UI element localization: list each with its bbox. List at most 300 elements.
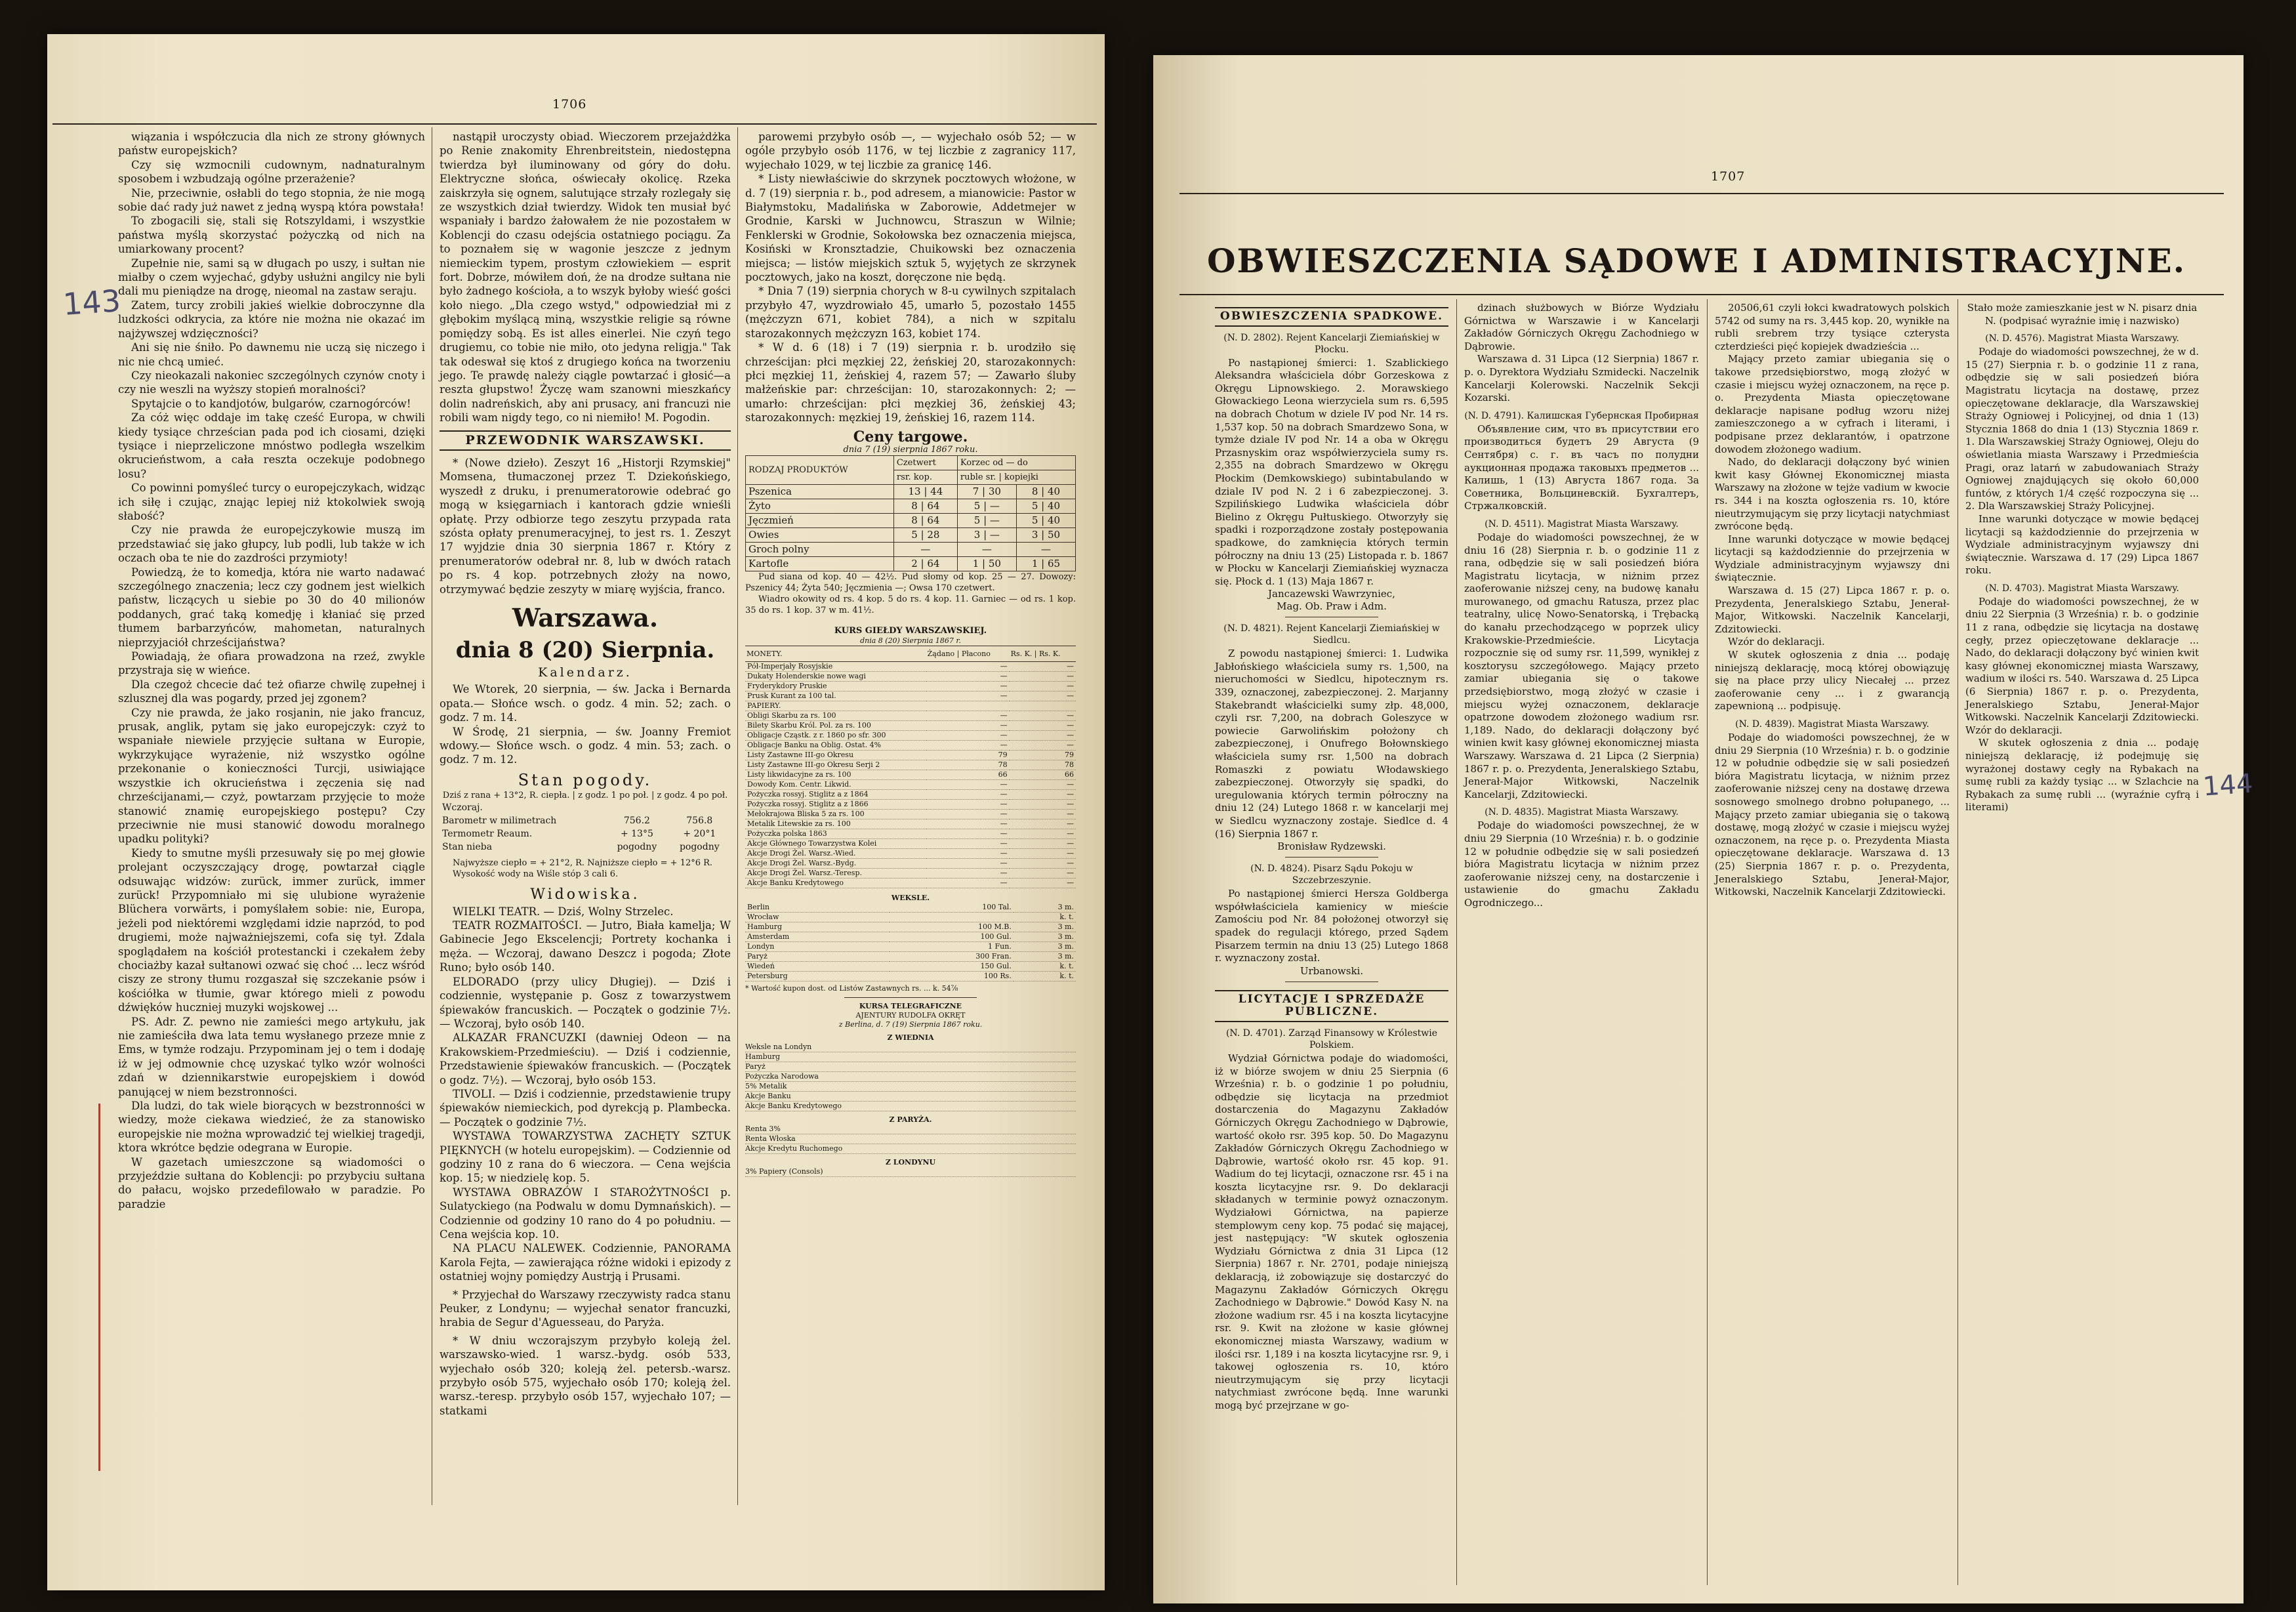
headline-rule xyxy=(1179,294,2224,295)
article-paragraph: Czy się wzmocnili cudownym, nadnaturalnym sposobem i wzbudzają ogólne przerażenie? xyxy=(118,158,425,186)
article-paragraph: Za cóż więc oddaje im takę cześć Europa, w chwili kiedy tysiące chrześcian pada pod ich ciosami, dzięki tysiące i nieprzeliczone mnóstwo podległa wszelkim okrucieństwom, a cała reszta oczekuje podobnego losu? xyxy=(118,411,425,480)
bills-row-cell: 3 m. xyxy=(1014,922,1076,932)
guide-paragraph: * (Nowe dzieło). Zeszyt 16 „Historji Rzymskiej" Momsena, tłumaczonej przez T. Dziekońskiego, wyszedł z druku, i prenumeratorowie odebrać go mogą w księgarniach i kantorach gdzie wnieśli opłatę. Przy odbiorze tego zeszytu przypada rata szósta opłaty prenumeracyjnej, to jest rs. 1. Zeszyt 17 wyjdzie dnia 30 sierpnia 1867 r. Który z prenumeratorów odebrał nr. 8, lub w dwóch ratach po rs. 4 kop. potrzebnych złoży na nowo, otrzymywać będzie zeszyty w miarę wyjścia, franco. xyxy=(440,456,731,596)
notice-heading: (N. D. 4576). Magistrat Miasta Warszawy. xyxy=(1985,333,2179,344)
exchange-row-cell: — xyxy=(1010,810,1076,819)
weather-date: Dziś z rana + 13°2, R. ciepła. | z godz. 1 po poł. | z godz. 4 po poł. xyxy=(442,791,728,801)
notices-column-3 xyxy=(1715,302,1950,1588)
notice-body: dzinach służbowych w Biórze Wydziału Górnictwa w Warszawie i w Kancelarji Zakładów Górniczych Okręgu Zachodniego w Dąbrowie. xyxy=(1464,302,1699,352)
exchange-col-ask: Żądano | Płacono xyxy=(926,646,1010,661)
prices-cell: 5 | 40 xyxy=(1016,513,1075,527)
notice-body: Wydział Górnictwa podaje do wiadomości, iż w biórze swojem w dniu 25 Sierpnia (6 Września) r. b. o godzinie 1 po południu, odbędzie się licytacja na przedmiot dostarczenia do Magazynu Zakładów Górniczych Okręgu Zachodniego w Dąbrowie, wartość około rsr. 395 kop. 50. Do Magazynu Zakładów Górniczych Okręgu Zachodniego w Dąbrowie, wartość około rsr. 45 kop. 91. Wadium do tej licytacji, oznaczone rsr. 45 i na koszta licytacyjne rsr. 9. Do deklaracji składanych w terminie powyż oznaczonym. Wydziałowi Górnictwa, na papierze stemplowym ceny kop. 75 podać się mającej, jest następujący: "W skutek ogłoszenia Wydziału Górnictwa z dnia 31 Lipca (12 Sierpnia) 1867 r. Nr. 2701, podaje niniejszą deklaracją, iż zobowiązuje się dostarczyć do Magazynu Zakładów Górniczych Okręgu Zachodniego w Dąbrowie." Dowód Kasy N. na złożone wadium rsr. 45 i na koszta licytacyjne rsr. 9. Kwit na złożone w kasie głównej ekonomicznej miasta Warszawy, wadium w ilości rsr. 1,189 i na koszta licytacyjne rsr. 9, i takowej ogłoszenia rs. 10, któro nieutrzymującym się przy licytacji natychmiast zwrócone będą. Inne warunki mogą być przejrzane w go- xyxy=(1215,1052,1448,1411)
prices-cell: — xyxy=(893,542,957,556)
exchange-row-cell: Listy likwidacyjne za rs. 100 xyxy=(745,770,926,780)
exchange-row-cell: Listy Zastawne III-go Okresu xyxy=(745,751,926,760)
bills-row xyxy=(745,913,1076,922)
prices-cell: 1 | 50 xyxy=(957,556,1016,571)
bills-row-cell: Petersburg xyxy=(745,972,890,982)
news-note: * W d. 6 (18) i 7 (19) sierpnia r. b. urodziło się chrześcijan: płci męzkiej 22, żeńskiej 20, starozakonnych: płci męzkiej 11, żeńskiej 4, razem 57; — Zawarło śluby małżeńskie par: chrześcijan: 10, starozakonnych: 2; — umarło: chrześcijan: płci męzkiej 36, żeńskiej 43; starozakonnych: męzkiej 19, żeńskiej 16, razem 114. xyxy=(745,341,1076,424)
exchange-row-cell: — xyxy=(1010,869,1076,878)
weather-cell: pogodny xyxy=(679,842,720,853)
notice-signature: Bronisław Rydzewski. xyxy=(1277,840,1386,853)
exchange-row-cell: 66 xyxy=(1010,770,1076,780)
exchange-row xyxy=(745,751,1076,760)
weather-cell: Wczoraj. xyxy=(442,802,483,814)
left-page xyxy=(47,34,1105,1590)
right-page xyxy=(1153,55,2254,1603)
exchange-row xyxy=(745,760,1076,770)
prices-cell: 5 | — xyxy=(957,513,1016,527)
notice-heading: (N. D. 4824). Pisarz Sądu Pokoju w Szczebrzeszynie. xyxy=(1250,863,1413,886)
exchange-row-cell: Fryderykdory Pruskie xyxy=(745,682,926,692)
exchange-row xyxy=(745,878,1076,888)
bills-row-cell: 3 m. xyxy=(1014,952,1076,962)
exchange-row-cell: Pożyczka rossyj. Stiglitz a z 1864 xyxy=(745,790,926,800)
column-divider xyxy=(1707,299,1708,1585)
article-paragraph: Kiedy to smutne myśli przesuwały się po mej głowie prolejant oczyszczający drogę, powtarzał ciągle odsuwając widzów: zurück, immer zurück, immer zurück! Przypomniało mi się ulubione wyrażenie Blüchera vorwärts, i pomyślałem sobie: nie, Europa, jeżeli pod niektóremi względami idzie naprzód, to pod drugiemi, może najważniejszemi, cofa się tył. Zdala spoglądałem na kościół protestancki i czekałem żeby chociażby kazał sułtanowi ozwać się choć ... lecz wśród ciszy ze strony tłumu rozgaszał się szczekanie psów i kościółka w tłumie, gwar którego mieli z powodu dźwięków huczniej muzyki wojskowej ... xyxy=(118,846,425,1014)
news-note: * Przyjechał do Warszawy rzeczywisty radca stanu Peuker, z Londynu; — wyjechał senator francuzki, hrabia de Segur d'Aguesseau, do Paryża. xyxy=(440,1288,731,1329)
exchange-row xyxy=(745,672,1076,682)
article-paragraph: To zbogacili się, stali się Rotszyldami, i wszystkie państwa myślą skorzystać pożyczką od nich na umiarkowany procent? xyxy=(118,215,425,256)
exchange-row-cell: — xyxy=(1010,711,1076,721)
bills-row-cell: Wrocław xyxy=(745,913,890,922)
article-paragraph: Zatem, turcy zrobili jakieś wielkie dobroczynne dla ludzkości odkrycia, za które nie można nie okazać im najżywszej wdzięczności? xyxy=(118,299,425,340)
exchange-row-cell: — xyxy=(1010,839,1076,849)
exchange-row xyxy=(745,682,1076,692)
weather-cell: 756.2 xyxy=(623,816,650,827)
bills-row-cell: k. t. xyxy=(1014,913,1076,922)
prices-table xyxy=(745,455,1076,571)
notice-body: Podaje do wiadomości powszechnej, że w dniu 22 Sierpnia (3 Września) r. b. o godzinie 11 z rana, odbędzie się licytacja na dostawę cegły, przez opieczętowane deklaracje ... Nado, do deklaracji dołączony być winien kwit kasy głównej ekonomicznej miasta Warszawy, wadium w ilości rs. 540. Warszawa d. 25 Lipca (6 Sierpnia) 1867 r. p. o. Prezydenta, Jeneralskiego Sztabu, Jenerał-Major Witkowski. Naczelnik Kancelarji Zdzitowiecki. Wzór do deklaracji. xyxy=(1965,595,2199,736)
bills-row-cell: 100 Rs. xyxy=(890,972,1014,982)
article-paragraph: Zupełnie nie, sami są w długach po uszy, i sułtan nie miałby o czem wyjechać, gdyby usłużni angilcy nie byli dali mu pieniądze na drogę, nieomal na zastaw seraju. xyxy=(118,257,425,298)
prices-cell: 8 | 40 xyxy=(1016,484,1075,499)
bills-row-cell xyxy=(890,913,1014,922)
exchange-row-cell xyxy=(926,701,1010,711)
header-rule xyxy=(1179,193,2224,194)
notice-body: Inne warunki dotyczące w mowie będącej licytacji są każdodziennie do przejrzenia w Wydziale administracyjnym wyjawszy dni świątecznie. xyxy=(1715,533,1950,584)
section-title: PRZEWODNIK WARSZAWSKI. xyxy=(440,430,731,451)
prices-cell: Pszenica xyxy=(746,484,894,499)
weather-cell: 756.8 xyxy=(686,816,713,827)
column-divider xyxy=(1456,299,1457,1585)
shows-title: Widowiska. xyxy=(530,886,640,903)
notice-body: Z powodu nastąpionej śmierci: 1. Ludwika Jabłońskiego właściciela sumy rs. 1,500, na nieruchomości w Siedlcu, hipotecznym rs. 339, oznaczonej, zabezpieczonej. 2. Marjanny Stakebrandt właścicielki sumy złp. 48,000, czyli rsr. 7,200, na dobrach Goleszyce w powiecie Garwolińskim położony ch zabezpieczonej, i Onufrego Bołownskiego właściciela sumy rsr. 1,500 na dobrach Romaszki z powiatu Włodawskiego zabezpieczonej. Otworzyły się spadki, do uregulowania których termin półroczny na dniu 12 (24) Lutego 1868 r. w kancelarji mej w Siedlcu wyznaczony zostaje. Siedlce d. 4 (16) Sierpnia 1867 r. xyxy=(1215,648,1448,840)
exchange-row-cell: — xyxy=(1010,721,1076,731)
telegraph-row: Akcje Banku xyxy=(745,1092,1076,1102)
telegraph-subtitle: AJENTURY RUDOLFA OKRĘT xyxy=(855,1011,966,1020)
show-listing: WIELKI TEATR. — Dziś, Wolny Strzelec. xyxy=(453,905,674,918)
exchange-row-cell: — xyxy=(926,819,1010,829)
notice-body: Inne warunki dotyczące w mowie będącej licytacji są każdodziennie do przejrzenia w Wydziale administracyjnym wyjawszy dni świątecznie. Warszawa d. 17 (29) Lipca 1867 roku. xyxy=(1965,512,2199,577)
exchange-row xyxy=(745,711,1076,721)
article-paragraph: PS. Adr. Z. pewno nie zamieści mego artykułu, jak nie zamieściła dwa lata temu wysłanego przeze mnie z Ems, w tymże rodzaju. Przypominam jej o tem i dodaję iż w jej odmownie chcę uzyskać tylko wzór wolności zdań w dziennikarstwie europejskiem i dowód panującej w niem bezstronności. xyxy=(118,1015,425,1098)
exchange-row xyxy=(745,829,1076,839)
telegraph-row: 5% Metalik xyxy=(745,1082,1076,1092)
notice-body: Podaje do wiadomości powszechnej, że w dniu 16 (28) Sierpnia r. b. o godzinie 11 z rana, odbędzie się w sali posiedzeń bióra Magistratu licytacja, w niżnim przez zaoferowanie niższej ceny, na budowę kanału murowanego, od gmachu Ratusza, przez plac teatralny, ulicę Nowo-Senatorską, i Trębacką do kanału przechodzącego w poprzek ulicy Krakowskie-Przedmieście. Licytacja rozpocznie się od sumy rsr. 11,599, wynikłej z kosztorysu szczegółowego. Mający przeto zamiar ubiegania się o takowe przedsiębiorstwo, mogą złożyć w czasie i miejscu wyżej oznaczonem, deklaracje opatrzone dowodem złożonego wadium rsr. 1,189. Nado, do deklaracji dołączony być winien kwit kasy głównej ekonomicznej miasta Warszawy. Warszawa d. 21 Lipca (2 Sierpnia) 1867 r. p. o. Prezydenta, Jeneralskiego Sztabu, Jenerał-Major Witkowski, Naczelnik Kancelarji, Zdzitowiecki. xyxy=(1464,531,1699,800)
exchange-row xyxy=(745,662,1076,672)
weather-row xyxy=(440,827,731,840)
page-number: 1706 xyxy=(552,97,587,112)
bills-row-cell: Londyn xyxy=(745,942,890,952)
exchange-row-cell: 78 xyxy=(926,760,1010,770)
exchange-row xyxy=(745,819,1076,829)
exchange-row-cell: Obligacje Banku na Oblig. Ostat. 4% xyxy=(745,741,926,751)
bills-row xyxy=(745,942,1076,952)
exchange-row-cell: — xyxy=(926,790,1010,800)
date-title: dnia 8 (20) Sierpnia. xyxy=(455,637,715,663)
show-listing: ALKAZAR FRANCUZKI (dawniej Odeon — na Krakowskiem-Przedmieściu). — Dziś i codziennie, Przedstawienie śpiewaków francuskich. — (Początek o godz. 7½). — Wczoraj, było osób 153. xyxy=(440,1031,731,1086)
exchange-row xyxy=(745,790,1076,800)
prices-cell: 5 | 40 xyxy=(1016,499,1075,513)
telegraph-row: Weksle na Londyn xyxy=(745,1043,1076,1052)
article-paragraph: nastąpił uroczysty obiad. Wieczorem przejażdżka po Renie znakomity Ehrenbreitstein, niedostępna twierdza był iluminowany od góry do dołu. Elektryczne słońca, oświecały okolicę. Rzeka zaiskrzyła się ognem, salutujące strzały rozlegały się ze wszystkich dział twierdzy. Widok ten musiał być wspaniały i bardzo żałowałem że nie pozostałem w Koblencji do czasu odejścia ostatniego pociągu. Za to poznałem się w wagonie jeszcze z jednym niemieckim typem, prostym człowiekiem — esprit fort. Dobrze, mówiłem doń, że na drodze sułtana nie było żadnego kościoła, a to wszyk byłoby wieść gości koło niego. „Dla czego wstyd," odpowiedział mi z głębokim myślącą miną, wszystkie religie są równe pomiędzy sobą. Es ist alles einerlei. Nie czyń tego drugiemu, co tobie nie miło, oto jedyna religja." Tak tak odeswał się ktoś z drugiego końca na tworzeniu jego. Te prawdę należy ciągle powtarzać i głosić—a reszta głupstwo! Życzę wam szanowni mieszkańcy dolin nadreńskich, aby ani prusacy, ani francuzi nie robili wam nigdy tego, co ni niemiło! M. Pogodin. xyxy=(440,131,731,424)
bills-row-cell: 300 Fran. xyxy=(890,952,1014,962)
notice-body-russian: Объявление сим, что въ присутствии его производиться будетъ 29 Августа (9 Сентября) с. г. въ часъ по полудни аукционная продажа таковыхъ предметов ... Калишь, 1 (13) Августа 1867 года. За Советника, Вольциневскій. Бухгалтеръ, Стржалковскій. xyxy=(1464,423,1699,512)
exchange-row-cell: — xyxy=(926,810,1010,819)
weather-cell: + 20°1 xyxy=(683,829,716,840)
exchange-row-cell: Akcje Banku Kredytowego xyxy=(745,878,926,888)
prices-cell: 3 | 50 xyxy=(1016,527,1075,542)
prices-cell: 2 | 64 xyxy=(893,556,957,571)
bills-row xyxy=(745,932,1076,942)
notice-signature: Jancazewski Wawrzyniec, xyxy=(1268,588,1395,600)
notice-heading: (N. D. 4703). Magistrat Miasta Warszawy. xyxy=(1985,583,2179,594)
exchange-row xyxy=(745,741,1076,751)
header-rule xyxy=(52,123,1097,125)
telegraph-row: Akcje Banku Kredytowego xyxy=(745,1102,1076,1111)
notice-body: Po nastąpionej śmierci Hersza Goldberga współwłaściciela kamienicy w mieście Zamościu pod Nr. 84 położonej otworzył się spadek do regulacji którego, przed Sądem Pisarzem termin na dniu 13 (25) Lutego 1868 r. wyznaczony został. xyxy=(1215,888,1448,964)
exchange-table xyxy=(745,646,1076,888)
exchange-row xyxy=(745,869,1076,878)
article-paragraph: Ani się nie śniło. Po dawnemu nie uczą się niczego i nic nie chcą umieć. xyxy=(118,341,425,368)
prices-cell: 13 | 44 xyxy=(893,484,957,499)
prices-row xyxy=(746,542,1076,556)
exchange-row-cell: — xyxy=(926,869,1010,878)
exchange-row xyxy=(745,800,1076,810)
prices-title: Ceny targowe. xyxy=(853,428,968,445)
exchange-row-cell: — xyxy=(1010,819,1076,829)
bills-row-cell: 150 Gul. xyxy=(890,962,1014,972)
exchange-row-cell: Prusk Kurant za 100 tal. xyxy=(745,692,926,701)
section-title: OBWIESZCZENIA SPADKOWE. xyxy=(1215,307,1448,327)
notice-body: Wzór do deklaracji. xyxy=(1728,636,1825,648)
exchange-row-cell: — xyxy=(1010,741,1076,751)
prices-cell: — xyxy=(957,542,1016,556)
telegraph-row: Paryż xyxy=(745,1062,1076,1072)
article-paragraph: Powiedzą, że to komedja, która nie warto nadawać szczególnego znaczenia; lecz czy godnem jest wielkich państw, liczących u siebie po 30 do 40 milionów poddanych, grać taką komedję i kłaniać się przed tłumem barbarzyńców, mahometan, naturalnych nieprzyjaciół chrześcijaństwa? xyxy=(118,566,425,649)
bills-row-cell: 100 Gul. xyxy=(890,932,1014,942)
weather-title: Stan pogody. xyxy=(518,770,653,789)
bills-row-cell: Wiedeń xyxy=(745,962,890,972)
telegraph-section-title: Z PARYŻA. xyxy=(889,1115,932,1125)
prices-col-czetwert: Czetwert xyxy=(893,455,957,470)
exchange-row-cell: Akcje Drogi Żel. Warsz.-Wied. xyxy=(745,849,926,859)
show-listing: NA PLACU NALEWEK. Codziennie, PANORAMA Karola Fejta, — zawierająca różne widoki i epizody z ostatniej wojny pomiędzy Austrją i Prusami. xyxy=(440,1242,731,1283)
bills-row-cell: Berlin xyxy=(745,903,890,913)
exchange-row-cell: Akcje Głównego Towarzystwa Kolei xyxy=(745,839,926,849)
news-note: parowemi przybyło osób —, — wyjechało osób 52; — w ogóle przybyło osób 1176, w tej liczbie z zagranicy 117, wyjechało 1029, w tej liczbie za granicę 146. xyxy=(745,131,1076,171)
exchange-row-cell: Metalik Litewskie za rs. 100 xyxy=(745,819,926,829)
exchange-row-cell: — xyxy=(1010,878,1076,888)
exchange-row-cell: — xyxy=(926,878,1010,888)
prices-cell: Kartofle xyxy=(746,556,894,571)
weather-extremes: Najwyższe ciepło = + 21°2, R. Najniższe ciepło = + 12°6 R. xyxy=(453,858,713,869)
exchange-row-cell: — xyxy=(1010,731,1076,741)
prices-row xyxy=(746,527,1076,542)
prices-cell: 8 | 64 xyxy=(893,513,957,527)
bills-footnote: * Wartość kupon dost. od Listów Zastawnych rs. ... k. 54⅞ xyxy=(745,984,958,993)
article-column-3 xyxy=(745,130,1076,1573)
exchange-title: KURS GIEŁDY WARSZAWSKIEJ. xyxy=(834,625,987,636)
exchange-row-cell: — xyxy=(1010,800,1076,810)
article-paragraph: Czy nie prawda że europejczykowie muszą im przedstawiać się jako głupcy, lub podli, lub także w ich oczach oba te nie do zazdrości przymioty! xyxy=(118,524,425,565)
news-note: * Listy niewłaściwie do skrzynek pocztowych włożone, w d. 7 (19) sierpnia r. b., pod adresem, a mianowicie: Pastor w Białymstoku, Madalińska w Zaborowie, Addetmejer w Grodnie, Karski w Juchnowcu, Straszun w Wilnie; Fenklerski w Grodnie, Sokołowska bez oznaczenia miejsca, Kosiński w Kronsztadzie, Chuikowski bez oznaczenia miejsca; — listów miejskich sztuk 5, wyjętych ze skrzynek pocztowych, jako na koszt, doręczone nie będą. xyxy=(745,173,1076,284)
exchange-row xyxy=(745,701,1076,711)
notice-signature: Mag. Ob. Praw i Adm. xyxy=(1277,600,1387,613)
article-paragraph: Dla czegoż chcecie dać też ofiarze chwilę zupełnej i szlusznej dla was pogardy, przed jej zgonem? xyxy=(118,678,425,705)
notice-heading: (N. D. 4821). Rejent Kancelarji Ziemiańskiej w Siedlcu. xyxy=(1223,623,1440,646)
weather-row xyxy=(440,840,731,854)
prices-cell: Owies xyxy=(746,527,894,542)
notice-body: Warszawa d. 31 Lipca (12 Sierpnia) 1867 r. p. o. Dyrektora Wydziału Szmidecki. Naczelnik Kancelarji Kolerowski. Naczelnik Sekcji Kozarski. xyxy=(1464,353,1699,404)
exchange-row-cell: Mełokrajowa Bliska 5 za rs. 100 xyxy=(745,810,926,819)
exchange-subtitle: dnia 8 (20) Sierpnia 1867 r. xyxy=(860,636,961,645)
weather-cell xyxy=(605,801,668,814)
notices-headline: OBWIESZCZENIA SĄDOWE I ADMINISTRACYJNE. xyxy=(1206,241,2186,280)
article-paragraph: W gazetach umieszczone są wiadomości o przyjeździe sułtana do Koblencji: po przybyciu sułtana do pałacu, wojsko przedefilowało w paradzie. Po paradzie xyxy=(118,1155,425,1210)
exchange-row xyxy=(745,859,1076,869)
prices-col-product: RODZAJ PRODUKTÓW xyxy=(746,455,894,484)
show-listing: WYSTAWA TOWARZYSTWA ZACHĘTY SZTUK PIĘKNYCH (w hotelu europejskim). — Codziennie od godziny 10 z rana do 6 wieczora. — Cena wejścia kop. 15; w niedzielę kop. 5. xyxy=(440,1130,731,1185)
exchange-row-cell: — xyxy=(1010,829,1076,839)
bills-row-cell: k. t. xyxy=(1014,962,1076,972)
bills-row-cell: 100 M.B. xyxy=(890,922,1014,932)
exchange-row-cell: PAPIERY. xyxy=(745,701,926,711)
handwritten-annotation: 143 xyxy=(62,283,122,322)
exchange-row-cell: — xyxy=(1010,672,1076,682)
prices-footer-line: Pud siana od kop. 40 — 42½. Pud słomy od kop. 25 — 27. Dowozy: Pszenicy 44; Żyta 540; Jęczmienia —; Owsa 170 czetwert. xyxy=(745,571,1076,593)
news-note: * Dnia 7 (19) sierpnia chorych w 8-u cywilnych szpitalach przybyło 47, wyzdrowiało 45, umarło 5, pozostało 1455 (mężczyzn 671, kobiet 784), a nich w szpitalu starozakonnych mężczyzn 163, kobiet 174. xyxy=(745,285,1076,340)
notice-body: Podaje do wiadomości powszechnej, że w dniu 29 Sierpnia (10 Września) r. b. o godzinie 12 w południe odbędzie się w sali posiedzeń bióra Magistratu licytacja w niżnim przez zaoferowanie niższej ceny, na dostarczenie i ustawienie do gmachu Zakładu Ogrodniczego... xyxy=(1464,819,1699,909)
exchange-row-cell: — xyxy=(926,829,1010,839)
exchange-row-cell: — xyxy=(926,731,1010,741)
divider xyxy=(844,997,977,998)
weather-row xyxy=(440,801,731,814)
prices-cell: 7 | 30 xyxy=(957,484,1016,499)
bills-title: WEKSLE. xyxy=(891,894,930,903)
exchange-row-cell: — xyxy=(1010,859,1076,869)
prices-cell: 1 | 65 xyxy=(1016,556,1075,571)
bills-row-cell: 3 m. xyxy=(1014,932,1076,942)
bills-row-cell: 3 m. xyxy=(1014,903,1076,913)
exchange-row xyxy=(745,770,1076,780)
weather-cell: Barometr w milimetrach xyxy=(442,816,557,827)
city-title: Warszawa. xyxy=(512,603,659,632)
telegraph-title: KURSA TELEGRAFICZNE xyxy=(859,1002,962,1011)
exchange-row-cell: — xyxy=(926,692,1010,701)
article-paragraph: Czy nieokazali nakoniec szczególnych czynów cnoty i czy nie weszli na wyższy stopień moralności? xyxy=(118,369,425,396)
notice-heading: (N. D. 4839). Magistrat Miasta Warszawy. xyxy=(1735,719,1929,730)
exchange-row xyxy=(745,721,1076,731)
article-paragraph: wiązania i współczucia dla nich ze strony głównych państw europejskich? xyxy=(118,131,425,157)
bills-row-cell: 100 Tal. xyxy=(890,903,1014,913)
notice-body: Podaje do wiadomości powszechnej, że w dniu 29 Sierpnia (10 Września) r. b. o godzinie 12 w południe odbędzie się w sali posiedzeń bióra Magistratu licytacja, w niżnim przez zaoferowanie niższej ceny na dostawę drzewa sosnowego smolnego drobno połupanego, ... Mający przeto zamiar ubiegania się o takową dostawę, mogą złożyć w czasie i miejscu wyżej oznaczonem, na ręce p. o. Prezydenta Miasta opieczętowane deklaracje. Warszawa d. 13 (25) Sierpnia 1867 r. p. o. Prezydenta, Jeneralskiego Sztabu, Jenerał-Major, Witkowski, Naczelnik Kancelarji Zdzitowiecki. xyxy=(1715,732,1950,898)
exchange-row-cell: 79 xyxy=(926,751,1010,760)
article-paragraph: Nie, przeciwnie, osłabli do tego stopnia, że nie mogą sobie dać rady już nawet z jedną wyspą która powstała! xyxy=(118,186,425,214)
exchange-row-cell: — xyxy=(926,780,1010,790)
calendar-line-1: We Wtorek, 20 sierpnia, — św. Jacka i Bernarda opata.— Słońce wsch. o godz. 4 min. 52; zach. o godz. 7 m. 14. xyxy=(440,683,731,724)
bills-row xyxy=(745,922,1076,932)
exchange-row-cell: Pożyczka rossyj. Stiglitz a z 1866 xyxy=(745,800,926,810)
bills-row-cell: Hamburg xyxy=(745,922,890,932)
exchange-row-cell: — xyxy=(926,672,1010,682)
calendar-heading: Kalendarz. xyxy=(538,665,632,680)
bills-row-cell: Paryż xyxy=(745,952,890,962)
column-divider xyxy=(737,127,738,1505)
notice-body: W skutek ogłoszenia z dnia ... podaję niniejszą deklarację, mocą której obowiązuję się na płace przy ulicy Niecałej ... przez zaoferowanie ceny ... i z gwarancją zapewnioną ... podpisuję. xyxy=(1715,649,1950,713)
show-listing: WYSTAWA OBRAZÓW I STAROŻYTNOŚCI p. Sulatyckiego (na Podwalu w domu Dymnańskich). — Codziennie od godziny 10 rano do 4 po południu. — Cena wejścia kop. 10. xyxy=(440,1186,731,1241)
telegraph-row: Akcje Kredytu Ruchomego xyxy=(745,1144,1076,1154)
exchange-row-cell: Obligacje Cząstk. z r. 1860 po sfr. 300 xyxy=(745,731,926,741)
exchange-row-cell: Pożyczka polska 1863 xyxy=(745,829,926,839)
exchange-row-cell: — xyxy=(926,859,1010,869)
article-paragraph: Spytajcie o to kandjotów, bulgarów, czarnogórców! xyxy=(131,397,411,410)
exchange-row-cell: Dukaty Holenderskie nowe wagi xyxy=(745,672,926,682)
calendar-line-2: W Środę, 21 sierpnia, — św. Joanny Fremiot wdowy.— Słońce wsch. o godz. 4 min. 53; zach. o godz. 7 m. 12. xyxy=(440,725,731,766)
weather-cell xyxy=(668,801,731,814)
bills-table xyxy=(745,903,1076,982)
exchange-row-cell: 79 xyxy=(1010,751,1076,760)
prices-cell: 5 | 28 xyxy=(893,527,957,542)
handwritten-annotation: 144 xyxy=(2202,768,2254,802)
exchange-row-cell: 66 xyxy=(926,770,1010,780)
exchange-row-cell: Akcje Drogi Żel. Warsz.-Bydg. xyxy=(745,859,926,869)
section-title: LICYTACJE I SPRZEDAŻE PUBLICZNE. xyxy=(1215,990,1448,1022)
water-level: Wysokość wody na Wiśle stóp 3 cali 6. xyxy=(453,869,619,880)
article-paragraph: Co powinni pomyśleć turcy o europejczykach, widząc ich siłę i czując, znając lepiej niż ktokolwiek swoją słabość? xyxy=(118,482,425,522)
article-paragraph: Powiadają, że ofiara prowadzona na rzeź, zwykle przystraja się w wieńce. xyxy=(118,650,425,677)
prices-cell: Jęczmień xyxy=(746,513,894,527)
notice-heading: (N. D. 4701). Zarząd Finansowy w Królestwie Polskiem. xyxy=(1225,1027,1438,1050)
telegraph-row: Renta Włoska xyxy=(745,1134,1076,1144)
notice-heading: (N. D. 4835). Magistrat Miasta Warszawy. xyxy=(1485,807,1679,818)
prices-footer-line: Wiadro okowity od rs. 4 kop. 5 do rs. 4 kop. 11. Garniec — od rs. 1 kop. 35 do rs. 1 kop. 37 w m. 41½. xyxy=(745,594,1076,615)
show-listing: TEATR ROZMAITOŚCI. — Jutro, Biała kamelja; W Gabinecie Jego Ekscelencji; Portrety kochanka i męża. — Wczoraj, dawano Deszcz i pogoda; Złote Runo; było osób 140. xyxy=(440,919,731,974)
telegraph-row: 3% Papiery (Consols) xyxy=(745,1167,1076,1177)
weather-row xyxy=(440,814,731,827)
notice-body: Podaje do wiadomości powszechnej, że w d. 15 (27) Sierpnia r. b. o godzinie 11 z rana, odbędzie się w sali posiedzeń bióra Magistratu licytacja na dostawę, przez opieczętowane deklaracje, dla Warszawskiej Straży Ogniowej i Policyjnej, od dnia 1 (13) Stycznia 1868 do dnia 1 (13) Stycznia 1869 r. 1. Dla Warszawskiej Straży Ogniowej, Oleju do oświetlania miasta Warszawy i Przedmieścia Pragi, oraz latarń w zabudowaniach Straży Ogniowej znajdujących się około 60,000 funtów, z których 1/4 część rozpoczyna się ... 2. Dla Warszawskiej Straży Policyjnej. xyxy=(1965,346,2199,512)
exchange-row-cell: Pół-Imperjały Rosyjskie xyxy=(745,662,926,672)
exchange-row xyxy=(745,731,1076,741)
telegraph-section-title: Z LONDYNU xyxy=(885,1158,936,1167)
exchange-row-cell: — xyxy=(926,800,1010,810)
weather-table xyxy=(440,801,731,854)
exchange-row-cell: — xyxy=(926,682,1010,692)
exchange-row-cell: — xyxy=(1010,780,1076,790)
prices-subcol-ruble: ruble sr. | kopiejki xyxy=(957,470,1075,484)
prices-row xyxy=(746,556,1076,571)
telegraph-row: Hamburg xyxy=(745,1052,1076,1062)
notice-body: Warszawa d. 15 (27) Lipca 1867 r. p. o. Prezydenta, Jeneralskiego Sztabu, Jenerał-Major, Witkowski. Naczelnik Kancelarji, Zdzitowiecki. xyxy=(1715,585,1950,635)
prices-subcol-rsr: rsr. kop. xyxy=(893,470,957,484)
divider xyxy=(1285,857,1378,858)
telegraph-date: z Berlina, d. 7 (19) Sierpnia 1867 roku. xyxy=(838,1020,983,1029)
bills-row-cell: 1 Fun. xyxy=(890,942,1014,952)
telegraph-row: Renta 3% xyxy=(745,1125,1076,1134)
show-listing: TIVOLI. — Dziś i codziennie, przedstawienie trupy śpiewaków niemieckich, pod dyrekcją p. Plambecka. — Początek o godzinie 7½. xyxy=(440,1087,731,1128)
prices-cell: Żyto xyxy=(746,499,894,513)
exchange-row-cell: — xyxy=(926,662,1010,672)
exchange-row-cell: — xyxy=(926,849,1010,859)
weather-cell: + 13°5 xyxy=(620,829,653,840)
prices-row xyxy=(746,513,1076,527)
exchange-row xyxy=(745,810,1076,819)
notice-signature: Urbanowski. xyxy=(1300,964,1364,977)
exchange-col-coins: MONETY. xyxy=(745,646,926,661)
prices-cell: 5 | — xyxy=(957,499,1016,513)
bills-row xyxy=(745,952,1076,962)
bills-row-cell: 3 m. xyxy=(1014,942,1076,952)
notice-body: Nado, do deklaracji dołączony być winien kwit kasy Głównej Ekonomicznej miasta Warszawy na złożone w tejże vadium w kwocie rs. 344 i na koszta ogłoszenia rs. 10, które nieutrzymującym się przy licytacji natychmiast zwrócone będą. xyxy=(1715,456,1950,533)
prices-cell: — xyxy=(1016,542,1075,556)
exchange-row-cell: Obligi Skarbu za rs. 100 xyxy=(745,711,926,721)
prices-cell: 3 | — xyxy=(957,527,1016,542)
prices-subtitle: dnia 7 (19) sierpnia 1867 roku. xyxy=(843,444,978,455)
weather-cell: pogodny xyxy=(617,842,657,853)
exchange-row-cell: — xyxy=(926,839,1010,849)
notice-body: Mający przeto zamiar ubiegania się o takowe przedsiębiorstwo, mogą złożyć w czasie i miejscu wyżej oznaczonem, na ręce p. o. Prezydenta Miasta opieczętowane deklaracje napisane podług wzoru niżej zamieszczonego a w cyfrach i literami, i podpisane przez deklarantów, i opatrzone dowodem złożonego wadium. xyxy=(1715,353,1950,455)
notice-body: Po nastąpionej śmierci: 1. Szablickiego Aleksandra właściciela dóbr Gorzeskowa z Okręgu Lipnowskiego. 2. Morawskiego Głowackiego Leona wierzyciela sum rs. 6,595 na dobrach Chotum w dziele IV pod Nr. 14 rs. 1,537 kop. 50 na dobrach Smardzewo Sona, w tymże dziale IV pod Nr. 14 a oba w Okręgu Przasnyskim oraz współwierzyciela sumy rs. 2,355 na dobrach Smardzewo w Okręgu Płockim (Demkowskiego) subintabulando w dziale IV pod N. 2 i 6 zabezpieczonej. 3. Szpilińskiego Ludwika właściciela dóbr Bielino z Okręgu Pułtuskiego. Otworzyły się spadki i rozporządzone zostały postępowania spadkowe, do zamknięcia których termin półroczny na dniu 13 (25) Listopada r. b. 1867 w Płocku w Kancelarji Ziemiańskiej wyznacza się. Płock d. 1 (13) Maja 1867 r. xyxy=(1215,356,1448,587)
exchange-row-cell: — xyxy=(1010,682,1076,692)
exchange-row-cell: — xyxy=(1010,662,1076,672)
article-paragraph: Dla ludzi, do tak wiele biorących w bezstronności w wiedzy, może ciekawa wiedzieć, że za stanowisko europejskie nie można wprowadzić tej wielkiej tragedji, ktora wkrótce będzie odegrana w Europie. xyxy=(118,1100,425,1155)
exchange-col-units: Rs. K. | Rs. K. xyxy=(1010,646,1076,661)
exchange-row xyxy=(745,692,1076,701)
notices-column-1 xyxy=(1215,302,1448,1588)
exchange-row-cell: Dowody Kom. Centr. Likwid. xyxy=(745,780,926,790)
notice-body: W skutek ogłoszenia z dnia ... podaję niniejszą deklarację, iż podejmuję się wyrażonej dostawy cegły na Rybakach na sumę rubli za każdy tysiąc ... w Szlachcie na Rybakach za sumę rubli ... (wyraźnie cyfrą i literami) xyxy=(1965,737,2199,814)
weather-cell: Stan nieba xyxy=(442,842,493,853)
prices-cell: 8 | 64 xyxy=(893,499,957,513)
notice-heading: (N. D. 2802). Rejent Kancelarji Ziemiańskiej w Płocku. xyxy=(1223,332,1440,355)
telegraph-row: Pożyczka Narodowa xyxy=(745,1072,1076,1082)
weather-cell: Termometr Reaum. xyxy=(442,829,533,840)
exchange-row-cell: — xyxy=(1010,692,1076,701)
exchange-row-cell: 78 xyxy=(1010,760,1076,770)
exchange-row-cell: — xyxy=(926,741,1010,751)
exchange-row-cell: Listy Zastawne III-go Okresu Serji 2 xyxy=(745,760,926,770)
news-note: * W dniu wczorajszym przybyło koleją żel. warszawsko-wied. 1 warsz.-bydg. osób 533, wyjechało osób 320; koleją żel. petersb.-warsz. przybyło osób 575, wyjechało osób 170; koleją żel. warsz.-teresp. przybyło osób 157, wyjechało 107; — statkami xyxy=(440,1334,731,1417)
show-listing: ELDORADO (przy ulicy Długiej). — Dziś i codziennie, występanie p. Gosz z towarzystwem śpiewaków francuskich. — Początek o godzinie 7½. — Wczoraj, było osób 140. xyxy=(440,975,731,1030)
exchange-row-cell: Akcje Drogi Żel. Warsz.-Teresp. xyxy=(745,869,926,878)
page-number: 1707 xyxy=(1711,169,1746,184)
article-column-1 xyxy=(118,130,425,1573)
bills-row-cell: k. t. xyxy=(1014,972,1076,982)
prices-cell: Groch polny xyxy=(746,542,894,556)
notice-body: 20506,61 czyli łokci kwadratowych polskich 5742 od sumy na rs. 3,445 kop. 20, wynikłe na rubli srebrem trzy tysiące czterysta czterdzieści pięć kopiejek dwadzieścia ... xyxy=(1715,302,1950,352)
prices-col-korzec: Korzec od — do xyxy=(957,455,1075,470)
bills-row-cell: Amsterdam xyxy=(745,932,890,942)
exchange-row-cell: — xyxy=(926,721,1010,731)
notices-column-4 xyxy=(1965,302,2199,1588)
notice-signature-line: Stało może zamieszkanie jest w N. pisarz dnia N. (podpisać wyraźnie imię i nazwisko) xyxy=(1967,302,2198,327)
prices-row xyxy=(746,484,1076,499)
notice-heading: (N. D. 4511). Magistrat Miasta Warszawy. xyxy=(1485,518,1679,529)
red-pencil-mark xyxy=(98,1104,100,1471)
notices-column-2 xyxy=(1464,302,1699,1588)
exchange-row xyxy=(745,849,1076,859)
